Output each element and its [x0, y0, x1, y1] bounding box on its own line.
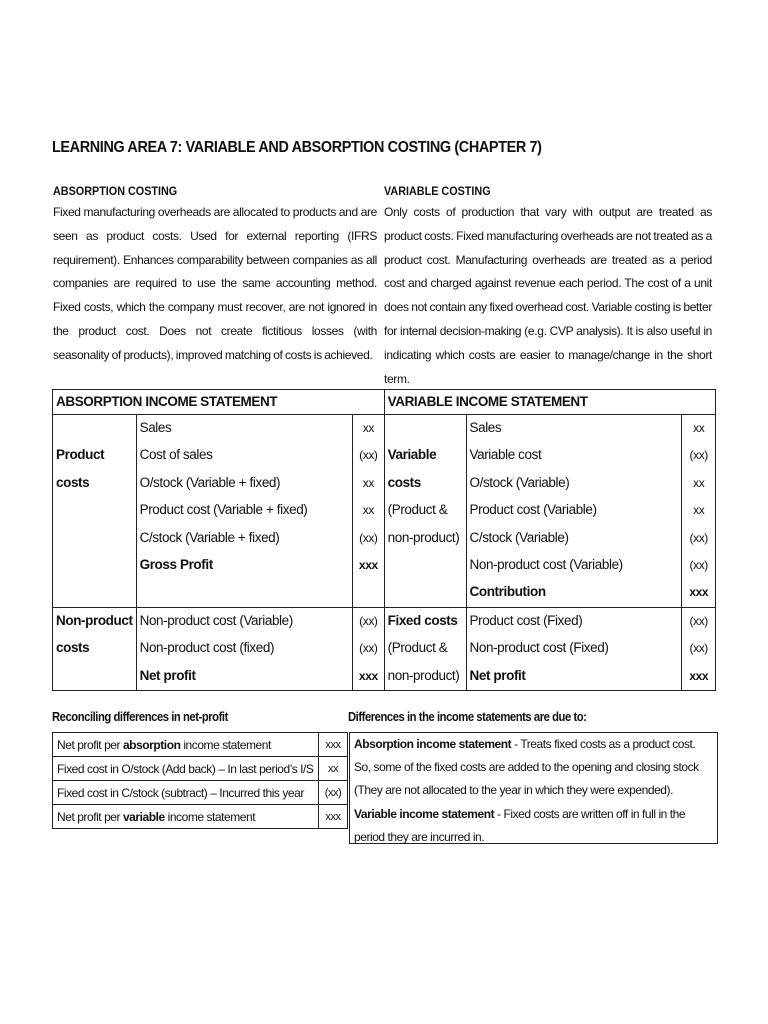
- net-profit-label: Net profit: [466, 663, 682, 691]
- absorption-difference: Absorption income statement - Treats fixed costs as a product cost. So, some of the fixed costs are added to the opening and closing stock (They are not allocated to the year in which they were expended).: [354, 737, 699, 798]
- table-row: Net profit per absorption income statement xxx: [53, 733, 348, 757]
- variable-statement-header: VARIABLE INCOME STATEMENT: [384, 390, 715, 415]
- absorption-statement-header: ABSORPTION INCOME STATEMENT: [53, 390, 385, 415]
- net-profit-label: Net profit: [136, 663, 352, 691]
- table-row: Product cost (Variable + fixed) xx (Product & Product cost (Variable) xx: [53, 497, 716, 524]
- absorption-costing-section: [53, 184, 377, 368]
- reconciling-title: Reconciling differences in net-profit: [52, 710, 228, 724]
- differences-box: [349, 732, 718, 844]
- row-label: Fixed costs: [384, 607, 466, 635]
- contribution-label: Contribution: [469, 584, 546, 600]
- income-statements-table: [52, 389, 716, 691]
- gross-profit-label: Gross Profit: [139, 556, 213, 572]
- table-row: C/stock (Variable + fixed) (xx) non-product) C/stock (Variable) (xx): [53, 525, 716, 552]
- table-row: Net profit xxx non-product) Net profit xxx: [53, 663, 716, 691]
- absorption-text: Fixed manufacturing overheads are allocated to products and are seen as product costs. Used for external reporting (IFRS requirement). Enhances comparability between companies as all companies are required to use the same accounting method. Fixed costs, which the company must recover, are not ignored in the product cost. Does not create fictitious losses (with seasonality of products), improved matching of costs is achieved.: [53, 205, 377, 362]
- variable-difference: Variable income statement - Fixed costs are written off in full in the period they are incurred in.: [354, 806, 686, 844]
- table-row: costs O/stock (Variable + fixed) xx costs O/stock (Variable) xx: [53, 470, 716, 497]
- table-row: Sales xx Sales xx: [53, 415, 716, 443]
- variable-costing-section: [384, 184, 712, 391]
- table-row: Net profit per variable income statement xxx: [53, 805, 348, 829]
- row-label: (Product &: [384, 635, 466, 662]
- absorption-heading: ABSORPTION COSTING: [53, 184, 178, 198]
- row-label: costs: [53, 635, 137, 662]
- table-row: Fixed cost in O/stock (Add back) – In last period’s I/S xx: [53, 757, 348, 781]
- reconciling-table: [52, 732, 348, 829]
- table-row: Fixed cost in C/stock (subtract) – Incurred this year (xx): [53, 781, 348, 805]
- row-label: (Product &: [384, 497, 466, 524]
- row-label: Non-product: [53, 607, 137, 635]
- row-label: costs: [53, 470, 137, 497]
- variable-text: Only costs of production that vary with output are treated as product costs. Fixed manufacturing overheads are not treated as a product cost. Manufacturing overheads are treated as a period cost and charged against revenue each period. The cost of a unit does not contain any fixed overhead cost. Variable costing is better for internal decision-making (e.g. CVP analysis). It is also useful in indicating which costs are easier to manage/change in the short term.: [384, 205, 712, 386]
- table-row: Gross Profit xxx Non-product cost (Variable) (xx): [53, 552, 716, 579]
- table-row: costs Non-product cost (fixed) (xx) (Product & Non-product cost (Fixed) (xx): [53, 635, 716, 662]
- table-row: Product Cost of sales (xx) Variable Variable cost (xx): [53, 442, 716, 469]
- row-label: non-product): [384, 663, 466, 691]
- row-label: Variable: [384, 442, 466, 469]
- row-label: costs: [384, 470, 466, 497]
- differences-title: Differences in the income statements are due to:: [348, 710, 587, 724]
- row-label: non-product): [384, 525, 466, 552]
- page-title: LEARNING AREA 7: VARIABLE AND ABSORPTION COSTING (CHAPTER 7): [52, 139, 542, 156]
- table-row: Non-product Non-product cost (Variable) (xx) Fixed costs Product cost (Fixed) (xx): [53, 607, 716, 635]
- table-row: Contribution xxx: [53, 579, 716, 607]
- variable-heading: VARIABLE COSTING: [384, 184, 491, 198]
- row-label: Product: [53, 442, 137, 469]
